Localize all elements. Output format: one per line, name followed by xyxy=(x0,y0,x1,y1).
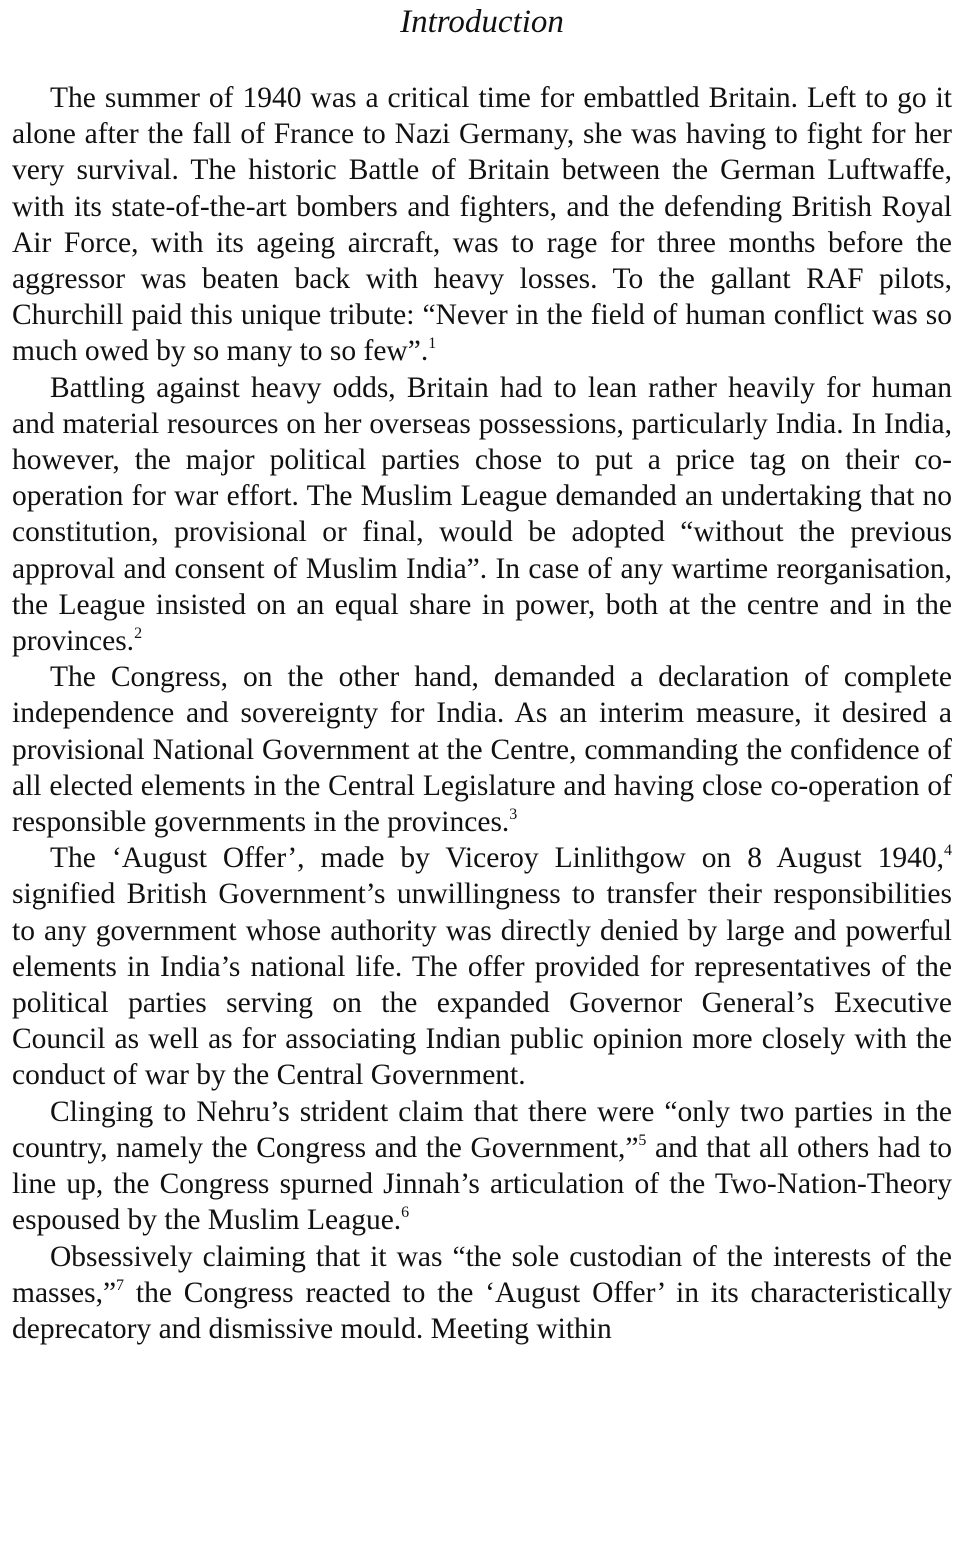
footnote-ref: 6 xyxy=(401,1204,410,1222)
paragraph-text: the Congress reacted to the ‘August Offer’ in its characteristically deprecatory and dismissive mould. Meeting within xyxy=(12,1276,952,1345)
paragraph-1 xyxy=(12,80,952,370)
footnote-ref: 7 xyxy=(116,1276,125,1294)
paragraph-text: The summer of 1940 was a critical time for embattled Britain. Left to go it alone after the fall of France to Nazi Germany, she was having to fight for her very survival. The historic Battle of Britain between the German Luftwaffe, with its state-of-the-art bombers and fighters, and the defending British Royal Air Force, with its ageing aircraft, was to rage for three months before the aggressor was beaten back with heavy losses. To the gallant RAF pilots, Churchill paid this unique tribute: “Never in the field of human conflict was so much owed by so many to so few”. xyxy=(12,82,952,368)
paragraph-5 xyxy=(12,1094,952,1239)
footnote-ref: 3 xyxy=(509,806,518,824)
paragraph-text: Obsessively claiming that it was “the sole custodian of the interests of the masses,” xyxy=(12,1240,952,1309)
paragraph-text: The Congress, on the other hand, demanded a declaration of complete independence and sovereignty for India. As an interim measure, it desired a provisional National Government at the Centre, commanding the confidence of all elected elements in the Central Legislature and having close co-operation of responsible governments in the provinces. xyxy=(12,661,952,839)
footnote-ref: 1 xyxy=(428,335,437,353)
paragraph-text: Clinging to Nehru’s strident claim that there were “only two parties in the country, namely the Congress and the Government,” xyxy=(12,1095,952,1164)
paragraph-4 xyxy=(12,840,952,1093)
paragraph-text: The ‘August Offer’, made by Viceroy Linlithgow on 8 August 1940, xyxy=(50,842,944,875)
paragraph-text: Battling against heavy odds, Britain had to lean rather heavily for human and material resources on her overseas possessions, particularly India. In India, however, the major political parties chose to put a price tag on their co-operation for war effort. The Muslim League demanded an undertaking that no constitution, provisional or final, would be adopted “without the previous approval and consent of Muslim India”. In case of any wartime reorganisation, the League insisted on an equal share in power, both at the centre and in the provinces. xyxy=(12,371,952,658)
page-title: Introduction xyxy=(400,4,564,40)
footnote-ref: 4 xyxy=(944,842,952,860)
body-text xyxy=(12,80,952,1347)
paragraph-6 xyxy=(12,1239,952,1348)
footnote-ref: 2 xyxy=(134,625,143,643)
paragraph-2 xyxy=(12,370,952,660)
footnote-ref: 5 xyxy=(638,1131,647,1149)
paragraph-text: and that all others had to line up, the Congress spurned Jinnah’s articulation of the Two-Nation-Theory espoused by the Muslim League. xyxy=(12,1131,952,1237)
paragraph-text: signified British Government’s unwillingness to transfer their responsibilities to any government whose authority was directly denied by large and powerful elements in India’s national life. The offer provided for representatives of the political parties serving on the expanded Governor General’s Executive Council as well as for associating Indian public opinion more closely with the conduct of war by the Central Government. xyxy=(12,878,952,1092)
paragraph-3 xyxy=(12,659,952,840)
document-page xyxy=(0,2,968,1541)
